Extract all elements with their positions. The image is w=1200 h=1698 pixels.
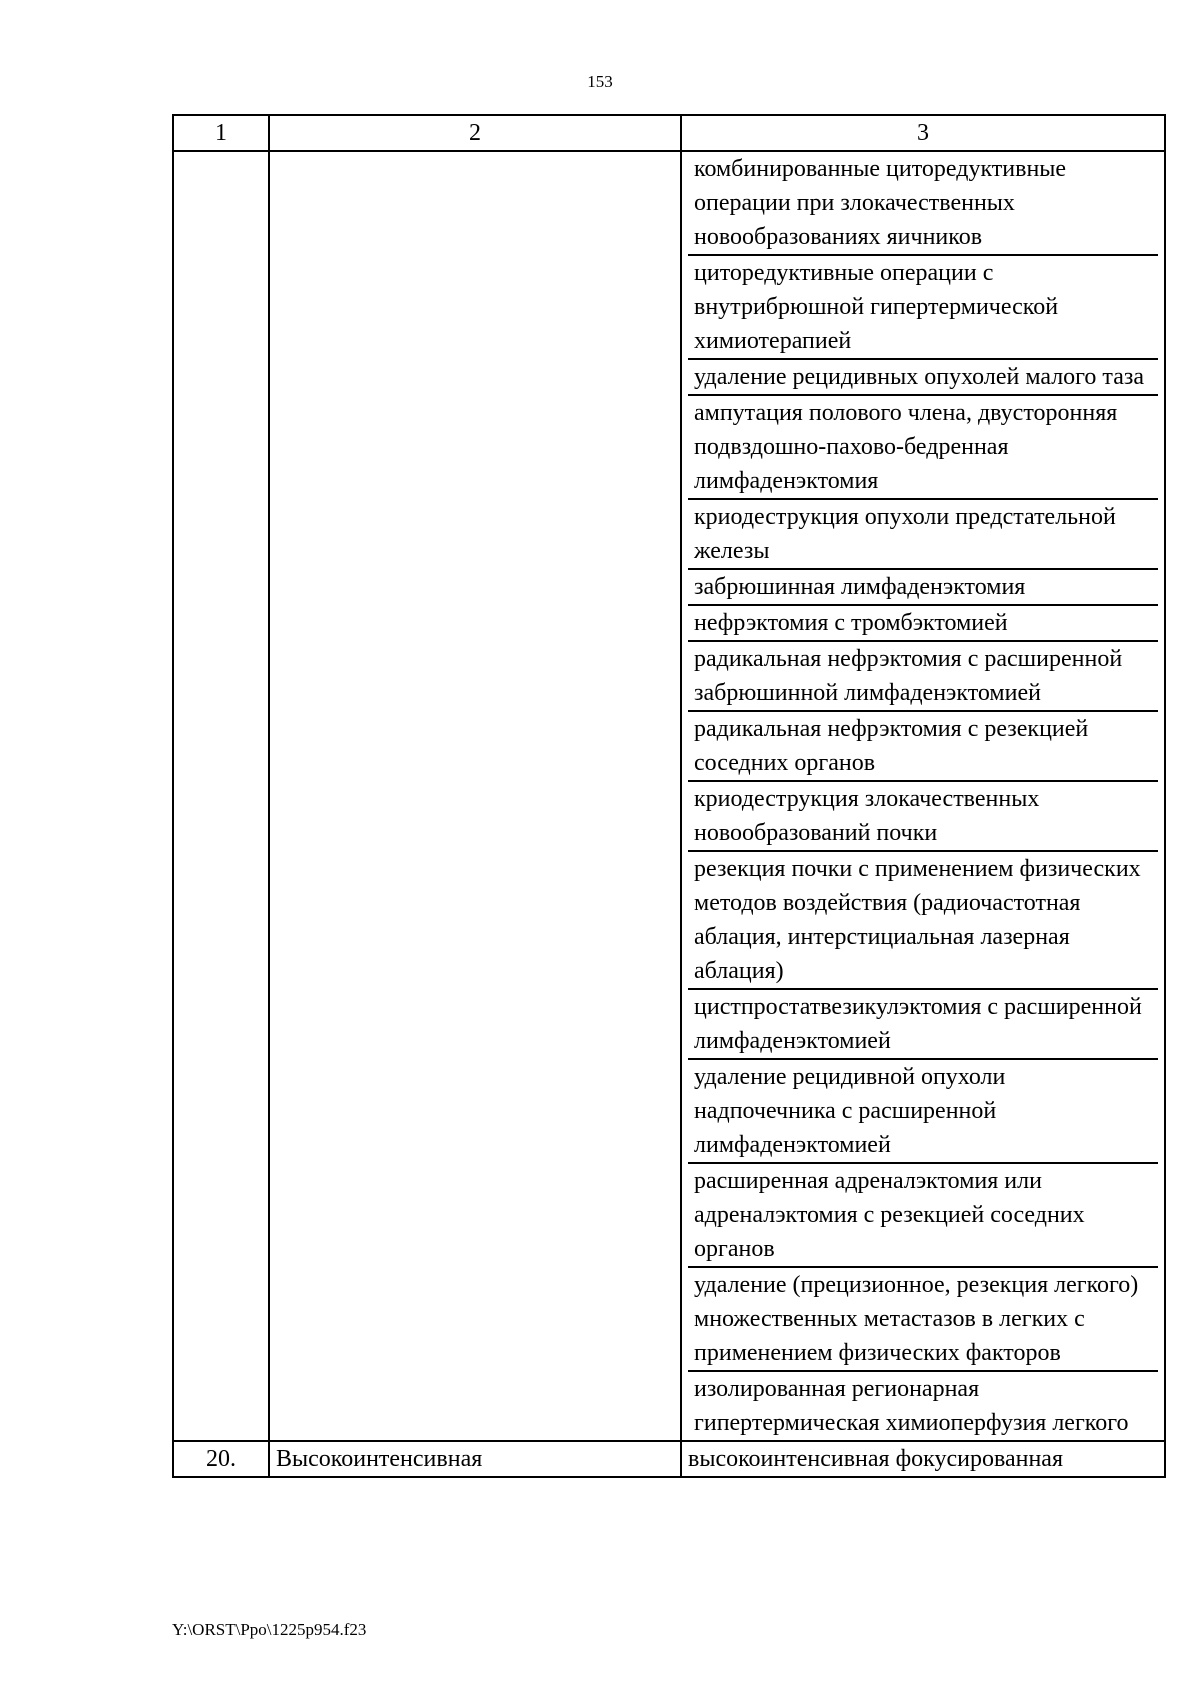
row-20-method: Высокоинтенсивная [269,1441,681,1477]
procedure-item: забрюшинная лимфаденэктомия [688,570,1158,606]
header-col-1: 1 [173,115,269,151]
page-number: 153 [587,72,613,91]
procedure-item: радикальная нефрэктомия с расширенной забрюшинной лимфаденэктомией [688,642,1158,712]
continuation-col-1 [173,151,269,1441]
procedure-item: нефрэктомия с тромбэктомией [688,606,1158,642]
header-col-3: 3 [681,115,1165,151]
row-20 [173,1441,1165,1477]
continuation-col-3 [681,151,1165,1441]
procedure-item: резекция почки с применением физических методов воздействия (радиочастотная аблация, интерстициальная лазерная аблация) [688,852,1158,990]
header-col-2: 2 [269,115,681,151]
file-path-footer: Y:\ORST\Ppo\1225p954.f23 [172,1620,367,1639]
row-20-procedure: высокоинтенсивная фокусированная [681,1441,1165,1477]
procedure-item: удаление рецидивных опухолей малого таза [688,360,1158,396]
procedure-item: ампутация полового члена, двусторонняя подвздошно-пахово-бедренная лимфаденэктомия [688,396,1158,500]
procedures-table [172,114,1166,1478]
procedure-item: комбинированные циторедуктивные операции при злокачественных новообразованиях яичников [688,152,1158,256]
procedure-item: криодеструкция опухоли предстательной железы [688,500,1158,570]
procedure-item: радикальная нефрэктомия с резекцией соседних органов [688,712,1158,782]
procedure-item: циторедуктивные операции с внутрибрюшной гипертермической химиотерапией [688,256,1158,360]
procedure-item: расширенная адреналэктомия или адреналэктомия с резекцией соседних органов [688,1164,1158,1268]
procedure-item: изолированная регионарная гипертермическая химиоперфузия легкого [694,1376,1129,1436]
row-20-number: 20. [173,1441,269,1477]
procedure-item: удаление рецидивной опухоли надпочечника с расширенной лимфаденэктомией [688,1060,1158,1164]
continuation-col-2 [269,151,681,1441]
procedure-item: цистпростатвезикулэктомия с расширенной лимфаденэктомией [688,990,1158,1060]
continuation-row [173,151,1165,1441]
procedure-item: удаление (прецизионное, резекция легкого) множественных метастазов в легких с применением физических факторов [688,1268,1158,1372]
table-header-row [173,115,1165,151]
procedure-item: криодеструкция злокачественных новообразований почки [688,782,1158,852]
